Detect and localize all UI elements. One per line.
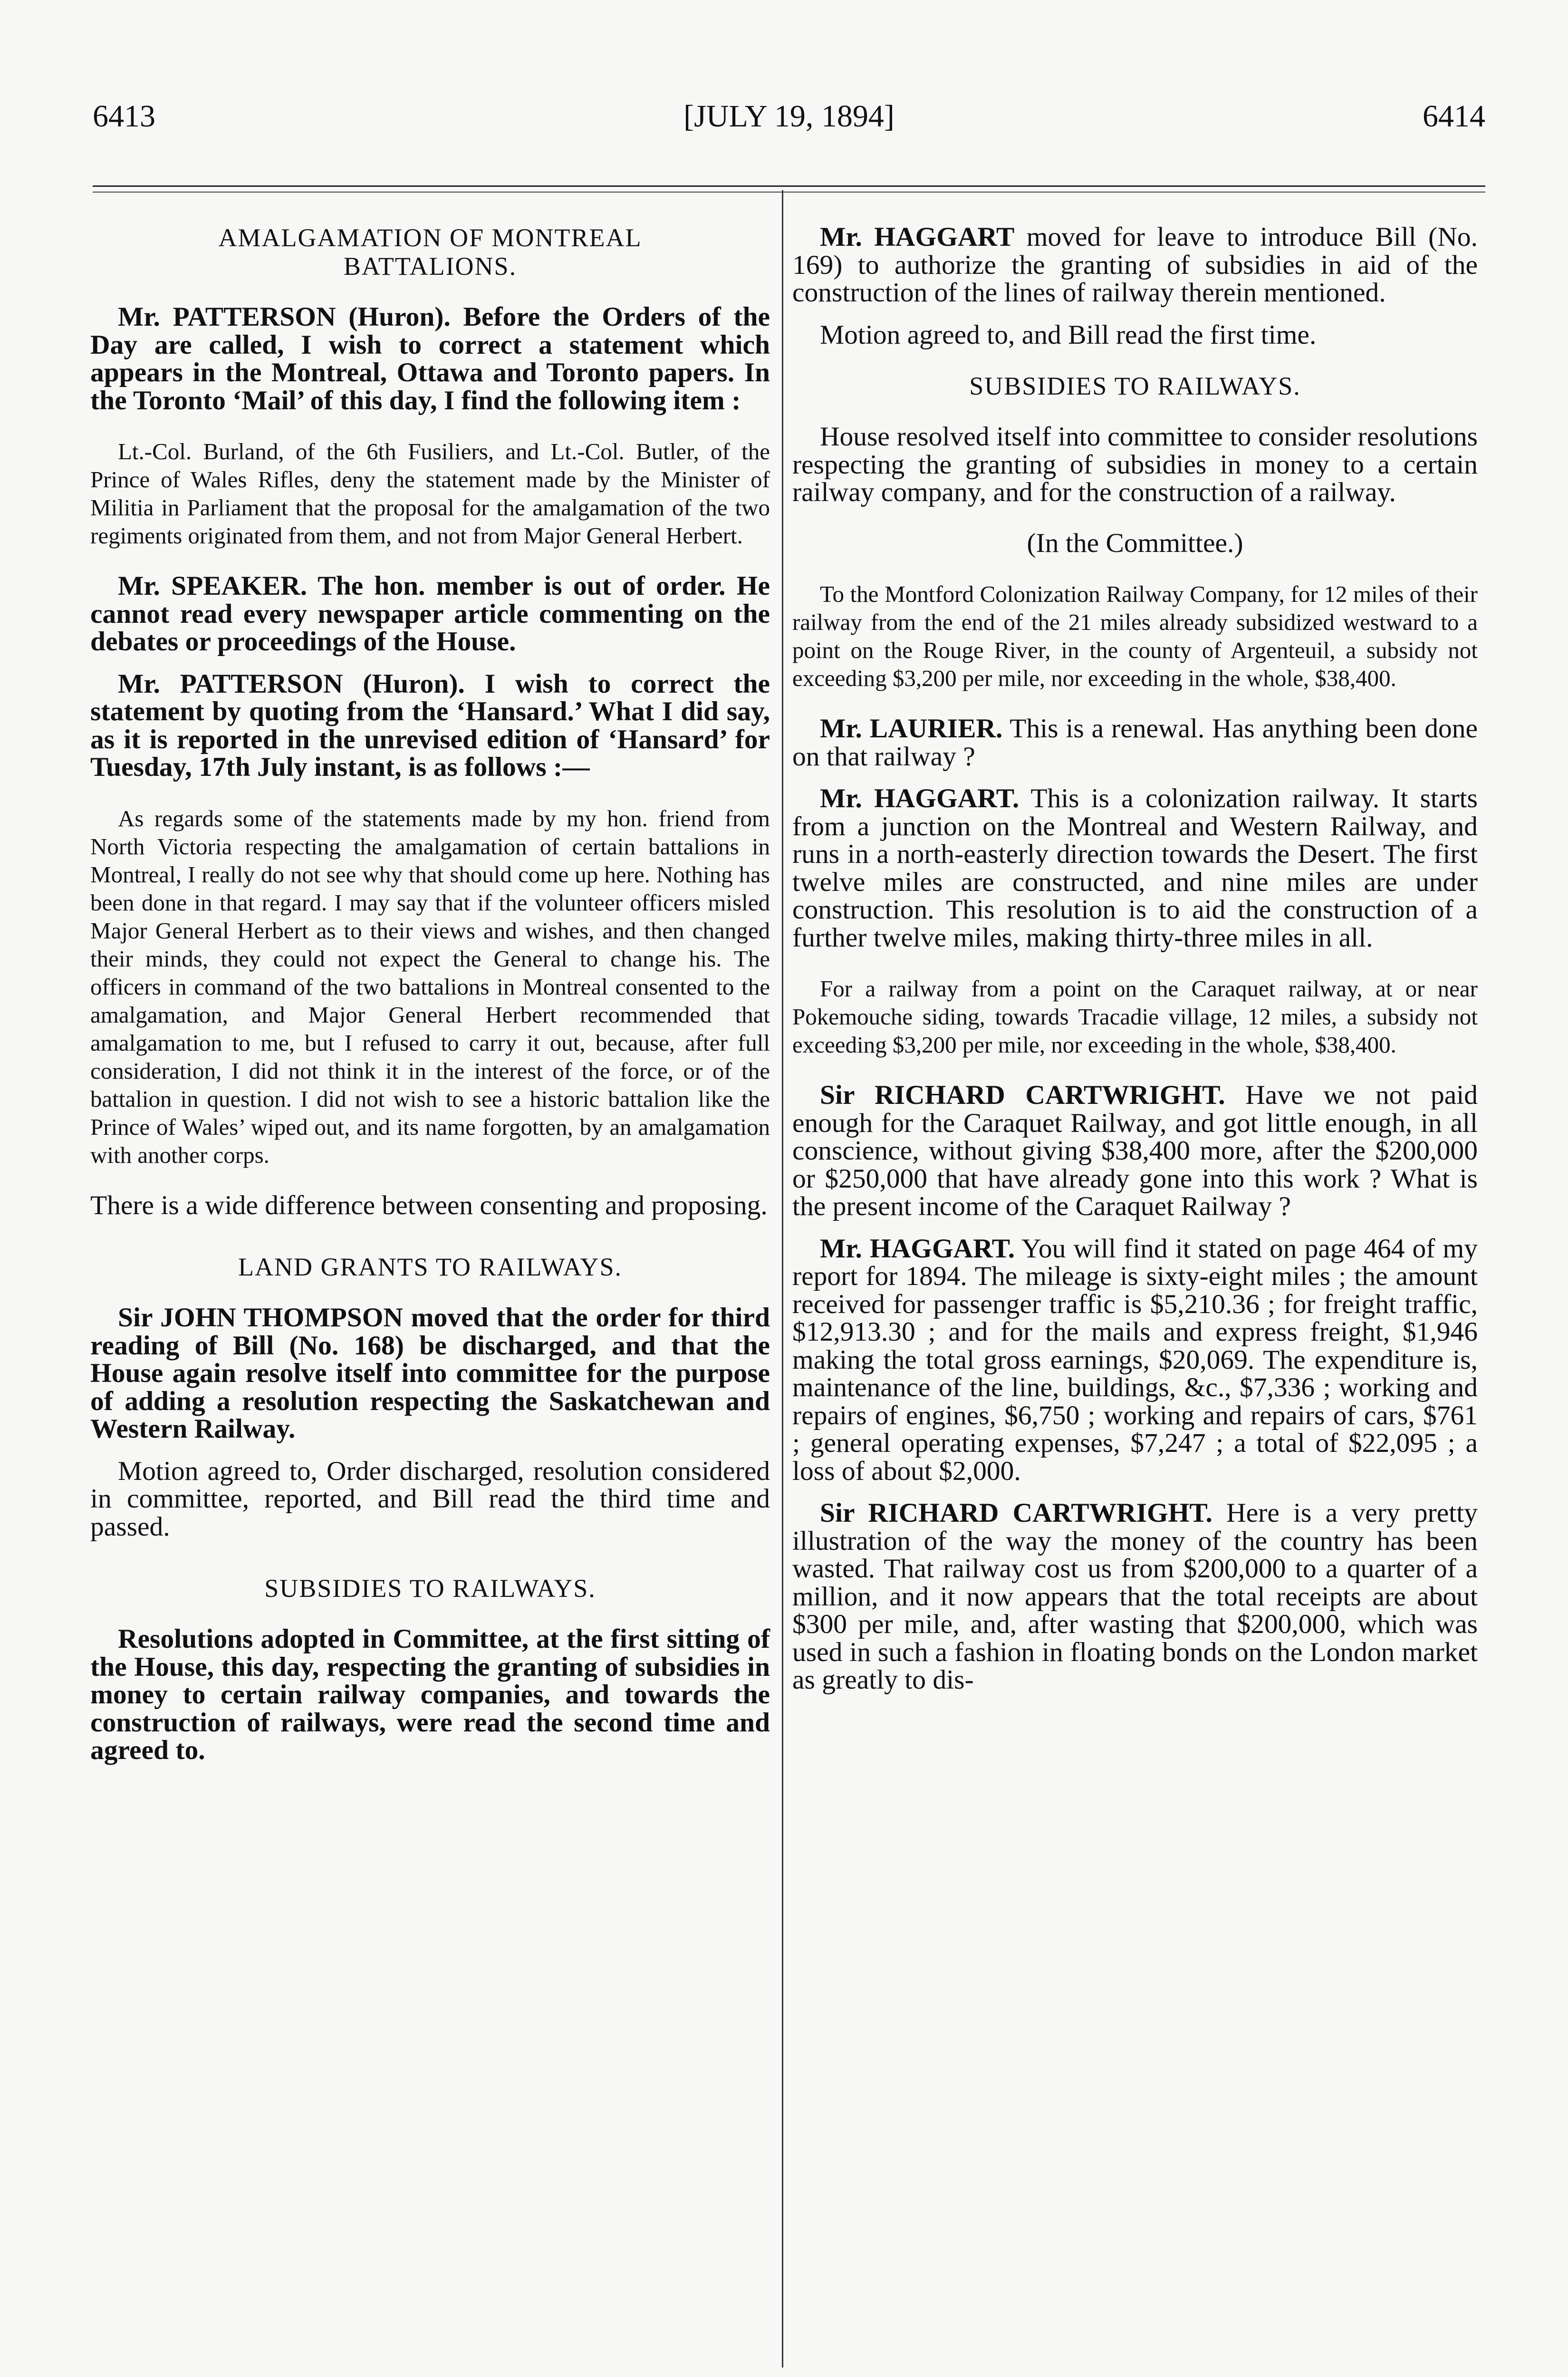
speech-paragraph [792, 1082, 1478, 1221]
header-rule-secondary [93, 192, 1485, 193]
speaker-name: Mr. HAGGART. [820, 783, 1020, 813]
speech-paragraph: House resolved itself into committee to consider resolutions respecting the granting of subsidies in money to a certain railway company, and for the construction of a railway. [792, 422, 1478, 507]
section-heading: SUBSIDIES TO RAILWAYS. [969, 372, 1301, 400]
speech-paragraph [792, 1235, 1478, 1486]
speech-paragraph [792, 1499, 1478, 1694]
committee-note: (In the Committee.) [1027, 528, 1243, 558]
page-date: [JULY 19, 1894] [683, 99, 895, 134]
speaker-name: Sir JOHN THOMPSON [118, 1303, 403, 1333]
section-heading: LAND GRANTS TO RAILWAYS. [238, 1253, 623, 1281]
speech-text: moved that the order for third reading of Bill (No. 168) be discharged, and that the House again resolve itself into committee for the purpose of adding a resolution respecting the Saskatchewan and Western Railway. [90, 1303, 770, 1444]
quoted-text: For a railway from a point on the Caraquet railway, at or near Pokemouche siding, towards Tracadie village, 12 miles, a subsidy not exceeding $3,200 per mile, nor exceeding in the whole, $38,400. [792, 976, 1478, 1058]
speech-text: Here is a very pretty illustration of the way the money of the country has been wasted. That railway cost us from $200,000 to a quarter of a million, and it now appears that the total receipts are about $300 per mile, and, after wasting that $200,000, which was used in such a fashion in floating bonds on the London market as greatly to dis- [792, 1498, 1478, 1695]
speaker-name: Mr. LAURIER. [820, 714, 1003, 744]
speech-paragraph [792, 785, 1478, 952]
speech-paragraph [792, 223, 1478, 307]
speech-paragraph [90, 1304, 770, 1443]
speech-paragraph [792, 715, 1478, 771]
speech-text: The hon. member is out of order. He cannot read every newspaper article commenting on the debates or proceedings of the House. [90, 571, 770, 657]
speaker-name: Sir RICHARD CARTWRIGHT. [820, 1498, 1212, 1528]
page-number-right: 6414 [1423, 99, 1485, 134]
speaker-name: Mr. HAGGART [820, 222, 1015, 252]
speaker-name: Mr. HAGGART. [820, 1233, 1015, 1264]
speech-text: moved for leave to introduce Bill (No. 169) to authorize the granting of subsidies in aid of the construction of the lines of railway therein mentioned. [792, 222, 1478, 308]
speech-text: This is a renewal. Has anything been done on that railway ? [792, 714, 1478, 772]
speech-paragraph: Motion agreed to, and Bill read the first time. [820, 319, 1317, 350]
speaker-name: Mr. PATTERSON (Huron). [118, 302, 451, 332]
quoted-text: As regards some of the statements made by my hon. friend from North Victoria respecting the amalgamation of certain battalions in Montreal, I really do not see why that should come up here. Nothing has been done in that regard. I may say that if the volunteer officers misled Major General Herbert as to their views and wishes, and then changed their minds, they could not expect the General to change his. The officers in command of the two battalions in Montreal consented to the amalgamation, and Major General Herbert recommended that amalgamation to me, but I refused to carry it out, because, after full consideration, I did not think it in the interest of the force, or of the battalion in question. I did not wish to see a historic battalion like the Prince of Wales’ wiped out, and its name forgotten, by an amalgamation with another corps. [90, 805, 770, 1168]
speech-paragraph [90, 670, 770, 782]
speech-text: You will find it stated on page 464 of my report for 1894. The mileage is sixty-eight miles ; the amount received for passenger traffic is $5,210.36 ; for freight traffic, $12,913.30 ; and for the mails and express freight, $1,946 making the total gross earnings, $20,069. The expenditure is, maintenance of the line, buildings, &c., $7,336 ; working and repairs of engines, $6,750 ; working and repairs of cars, $761 ; general operating expenses, $7,247 ; a total of $22,095 ; a loss of about $2,000. [792, 1233, 1478, 1486]
speech-paragraph: Resolutions adopted in Committee, at the first sitting of the House, this day, respecting the granting of subsidies in money to certain railway companies, and towards the construction of railways, were read the second time and agreed to. [90, 1624, 770, 1765]
speech-paragraph: There is a wide difference between consenting and proposing. [90, 1190, 768, 1220]
page-number-left: 6413 [93, 99, 155, 134]
speech-text: This is a colonization railway. It starts from a junction on the Montreal and Western Railway, and runs in a north-easterly direction towards the Desert. The first twelve miles are constructed, and nine miles are under construction. This resolution is to aid the construction of a further twelve miles, making thirty-three miles in all. [792, 783, 1478, 953]
quoted-text: To the Montford Colonization Railway Company, for 12 miles of their railway from the end of the 21 miles already subsidized westward to a point on the Rouge River, in the county of Argenteuil, a subsidy not exceeding $3,200 per mile, nor exceeding in the whole, $38,400. [792, 581, 1478, 691]
speech-paragraph: Motion agreed to, Order discharged, resolution considered in committee, reported, and Bill read the third time and passed. [90, 1456, 770, 1542]
speaker-name: Sir RICHARD CARTWRIGHT. [820, 1080, 1225, 1110]
header-rule [93, 185, 1485, 187]
speech-paragraph [90, 572, 770, 656]
speech-text: Have we not paid enough for the Caraquet Railway, and got little enough, in all conscience, without giving $38,400 more, after the $200,000 or $250,000 that have already gone into this work ? What is the present income of the Caraquet Railway ? [792, 1080, 1478, 1221]
section-heading: SUBSIDIES TO RAILWAYS. [264, 1574, 596, 1603]
speech-paragraph [90, 303, 770, 415]
speaker-name: Mr. PATTERSON (Huron). [118, 668, 465, 699]
quoted-text: Lt.-Col. Burland, of the 6th Fusiliers, and Lt.-Col. Butler, of the Prince of Wales Rifles, deny the statement made by the Minister of Militia in Parliament that the proposal for the amalgamation of the two regiments originated from them, and not from Major General Herbert. [90, 438, 770, 549]
page-header [93, 95, 1485, 138]
left-column [90, 223, 770, 1765]
speech-text: Before the Orders of the Day are called, I wish to correct a statement which appears in the Montreal, Ottawa and Toronto papers. In the Toronto ‘Mail’ of this day, I find the following item : [90, 302, 770, 415]
column-divider [782, 190, 783, 2367]
speech-text: I wish to correct the statement by quoting from the ‘Hansard.’ What I did say, as it is reported in the unrevised edition of ‘Hansard’ for Tuesday, 17th July instant, is as follows :— [90, 668, 770, 782]
section-heading: AMALGAMATION OF MONTREAL BATTALIONS. [218, 223, 642, 280]
speaker-name: Mr. SPEAKER. [118, 571, 308, 601]
right-column [792, 223, 1478, 1694]
